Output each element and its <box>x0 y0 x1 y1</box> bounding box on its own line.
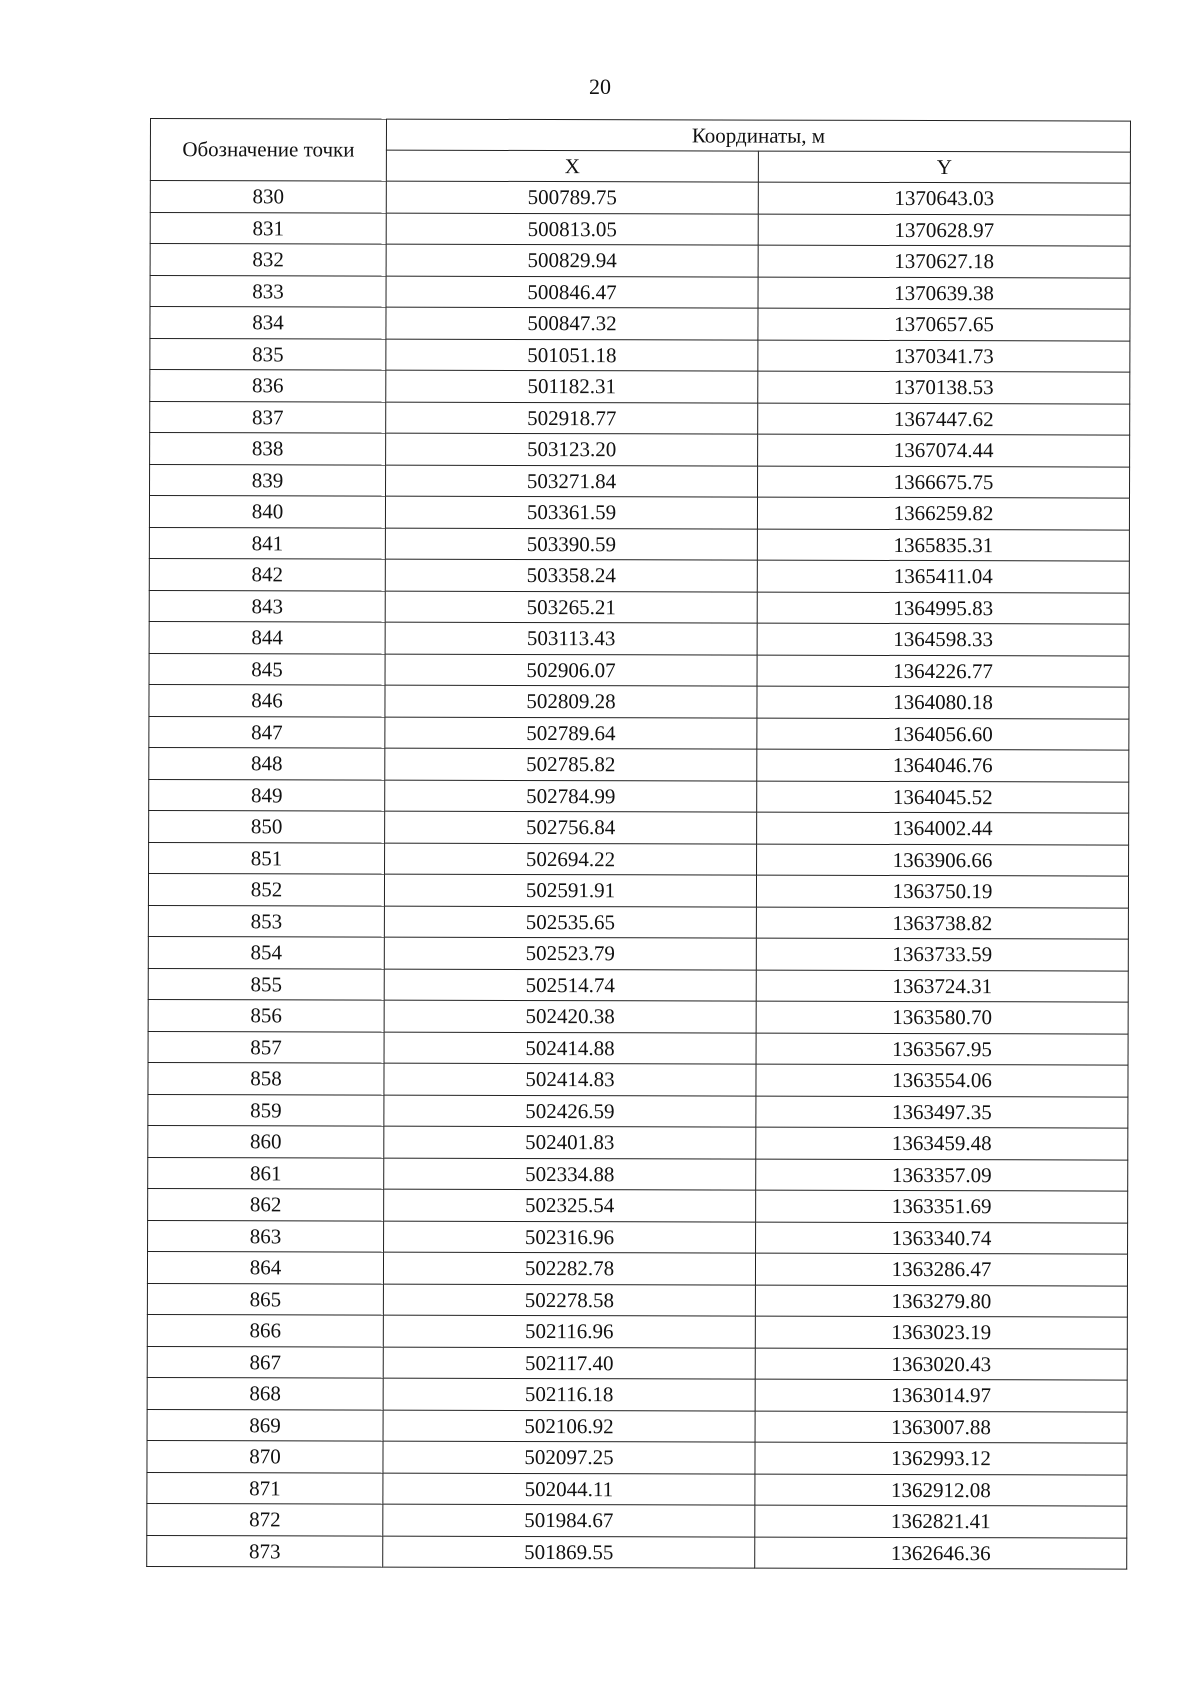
table-row <box>150 275 1130 309</box>
x-coordinate-cell: 501869.55 <box>383 1536 755 1568</box>
x-coordinate-cell: 502535.65 <box>384 906 756 938</box>
x-coordinate-cell: 502316.96 <box>384 1221 756 1253</box>
table-row <box>148 1125 1128 1159</box>
point-id-cell: 856 <box>148 999 384 1031</box>
point-column-header: Обозначение точки <box>150 119 386 182</box>
x-coordinate-cell: 501051.18 <box>386 339 758 371</box>
table-row <box>148 999 1128 1033</box>
point-id-cell: 862 <box>148 1188 384 1220</box>
table-row <box>147 1440 1127 1474</box>
x-coordinate-cell: 503358.24 <box>385 559 757 591</box>
y-coordinate-cell: 1362821.41 <box>755 1505 1127 1537</box>
point-id-cell: 841 <box>149 527 385 559</box>
table-row <box>149 527 1129 561</box>
y-coordinate-cell: 1366259.82 <box>757 497 1129 529</box>
y-coordinate-cell: 1363020.43 <box>755 1348 1127 1380</box>
y-column-header: Y <box>758 151 1130 183</box>
x-coordinate-cell: 500829.94 <box>386 244 758 276</box>
coordinates-header: Координаты, м <box>386 119 1130 152</box>
x-coordinate-cell: 502414.83 <box>384 1063 756 1095</box>
point-id-cell: 830 <box>150 181 386 213</box>
x-coordinate-cell: 502756.84 <box>385 811 757 843</box>
x-coordinate-cell: 502523.79 <box>384 937 756 969</box>
table-row <box>148 905 1128 939</box>
table-row <box>148 1031 1128 1065</box>
x-coordinate-cell: 502789.64 <box>385 717 757 749</box>
point-id-cell: 858 <box>148 1062 384 1094</box>
x-coordinate-cell: 503271.84 <box>386 465 758 497</box>
point-id-cell: 859 <box>148 1094 384 1126</box>
point-id-cell: 847 <box>149 716 385 748</box>
y-coordinate-cell: 1370627.18 <box>758 245 1130 277</box>
point-id-cell: 870 <box>147 1440 383 1472</box>
table-row <box>150 181 1130 215</box>
point-id-cell: 863 <box>148 1220 384 1252</box>
table-row <box>148 1157 1128 1191</box>
x-coordinate-cell: 502044.11 <box>383 1473 755 1505</box>
y-coordinate-cell: 1363750.19 <box>756 875 1128 907</box>
point-id-cell: 835 <box>150 338 386 370</box>
point-id-cell: 838 <box>150 433 386 465</box>
table-row <box>147 1503 1127 1537</box>
table-row <box>147 1409 1127 1443</box>
x-coordinate-cell: 503265.21 <box>385 591 757 623</box>
y-coordinate-cell: 1364226.77 <box>757 655 1129 687</box>
point-id-cell: 851 <box>149 842 385 874</box>
table-row <box>149 779 1129 813</box>
point-id-cell: 860 <box>148 1125 384 1157</box>
table-row <box>148 1220 1128 1254</box>
table-row <box>149 590 1129 624</box>
x-coordinate-cell: 502401.83 <box>384 1126 756 1158</box>
table-row <box>148 1062 1128 1096</box>
y-coordinate-cell: 1363459.48 <box>756 1127 1128 1159</box>
y-coordinate-cell: 1363286.47 <box>755 1253 1127 1285</box>
y-coordinate-cell: 1363733.59 <box>756 938 1128 970</box>
point-id-cell: 867 <box>147 1346 383 1378</box>
point-id-cell: 868 <box>147 1377 383 1409</box>
x-coordinate-cell: 502785.82 <box>385 748 757 780</box>
y-coordinate-cell: 1367447.62 <box>758 403 1130 435</box>
point-id-cell: 866 <box>147 1314 383 1346</box>
table-row <box>150 433 1130 467</box>
y-coordinate-cell: 1366675.75 <box>758 466 1130 498</box>
point-id-cell: 869 <box>147 1409 383 1441</box>
x-coordinate-cell: 500846.47 <box>386 276 758 308</box>
table-header <box>150 119 1130 184</box>
point-id-cell: 855 <box>148 968 384 1000</box>
table-row <box>147 1283 1127 1317</box>
table-row <box>150 212 1130 246</box>
table-row <box>149 496 1129 530</box>
y-coordinate-cell: 1364046.76 <box>757 749 1129 781</box>
table-row <box>147 1377 1127 1411</box>
table-row <box>150 370 1130 404</box>
point-id-cell: 864 <box>147 1251 383 1283</box>
table-row <box>149 810 1129 844</box>
table-row <box>150 244 1130 278</box>
point-id-cell: 852 <box>148 873 384 905</box>
table-row <box>148 968 1128 1002</box>
x-coordinate-cell: 502116.96 <box>383 1315 755 1347</box>
y-coordinate-cell: 1370657.65 <box>758 308 1130 340</box>
point-id-cell: 873 <box>147 1535 383 1567</box>
x-coordinate-cell: 502918.77 <box>386 402 758 434</box>
y-coordinate-cell: 1365835.31 <box>757 529 1129 561</box>
x-coordinate-cell: 501182.31 <box>386 370 758 402</box>
point-id-cell: 840 <box>149 496 385 528</box>
y-coordinate-cell: 1370628.97 <box>758 214 1130 246</box>
point-id-cell: 857 <box>148 1031 384 1063</box>
table-row <box>149 653 1129 687</box>
x-coordinate-cell: 502097.25 <box>383 1441 755 1473</box>
y-coordinate-cell: 1364056.60 <box>757 718 1129 750</box>
x-coordinate-cell: 501984.67 <box>383 1504 755 1536</box>
point-id-cell: 831 <box>150 212 386 244</box>
x-coordinate-cell: 502426.59 <box>384 1095 756 1127</box>
x-coordinate-cell: 502116.18 <box>383 1378 755 1410</box>
point-id-cell: 832 <box>150 244 386 276</box>
x-coordinate-cell: 503361.59 <box>385 496 757 528</box>
table-row <box>149 716 1129 750</box>
y-coordinate-cell: 1363023.19 <box>755 1316 1127 1348</box>
y-coordinate-cell: 1362993.12 <box>755 1442 1127 1474</box>
table-row <box>150 401 1130 435</box>
table-row <box>150 464 1130 498</box>
table-row <box>148 873 1128 907</box>
y-coordinate-cell: 1363357.09 <box>756 1159 1128 1191</box>
y-coordinate-cell: 1363340.74 <box>756 1222 1128 1254</box>
table-row <box>147 1251 1127 1285</box>
table-row <box>150 338 1130 372</box>
point-id-cell: 848 <box>149 747 385 779</box>
y-coordinate-cell: 1370639.38 <box>758 277 1130 309</box>
x-coordinate-cell: 502591.91 <box>384 874 756 906</box>
x-coordinate-cell: 502694.22 <box>385 843 757 875</box>
point-id-cell: 843 <box>149 590 385 622</box>
y-coordinate-cell: 1363279.80 <box>755 1285 1127 1317</box>
x-coordinate-cell: 503113.43 <box>385 622 757 654</box>
y-coordinate-cell: 1363906.66 <box>757 844 1129 876</box>
x-coordinate-cell: 502420.38 <box>384 1000 756 1032</box>
y-coordinate-cell: 1367074.44 <box>758 434 1130 466</box>
table-row <box>147 1535 1127 1569</box>
y-coordinate-cell: 1363554.06 <box>756 1064 1128 1096</box>
point-id-cell: 834 <box>150 307 386 339</box>
x-coordinate-cell: 502117.40 <box>383 1347 755 1379</box>
x-coordinate-cell: 500789.75 <box>386 181 758 213</box>
y-coordinate-cell: 1363351.69 <box>756 1190 1128 1222</box>
x-coordinate-cell: 502334.88 <box>384 1158 756 1190</box>
y-coordinate-cell: 1370341.73 <box>758 340 1130 372</box>
point-id-cell: 837 <box>150 401 386 433</box>
x-coordinate-cell: 502106.92 <box>383 1410 755 1442</box>
x-coordinate-cell: 502414.88 <box>384 1032 756 1064</box>
y-coordinate-cell: 1363007.88 <box>755 1411 1127 1443</box>
x-coordinate-cell: 502282.78 <box>383 1252 755 1284</box>
y-coordinate-cell: 1364598.33 <box>757 623 1129 655</box>
point-id-cell: 836 <box>150 370 386 402</box>
point-id-cell: 833 <box>150 275 386 307</box>
table-row <box>147 1472 1127 1506</box>
y-coordinate-cell: 1363497.35 <box>756 1096 1128 1128</box>
point-id-cell: 844 <box>149 621 385 653</box>
y-coordinate-cell: 1364045.52 <box>757 781 1129 813</box>
y-coordinate-cell: 1362646.36 <box>755 1537 1127 1569</box>
table-row <box>149 621 1129 655</box>
x-coordinate-cell: 503123.20 <box>386 433 758 465</box>
x-coordinate-cell: 503390.59 <box>385 528 757 560</box>
point-id-cell: 839 <box>150 464 386 496</box>
x-coordinate-cell: 502784.99 <box>385 780 757 812</box>
y-coordinate-cell: 1364002.44 <box>757 812 1129 844</box>
y-coordinate-cell: 1363738.82 <box>756 907 1128 939</box>
point-id-cell: 850 <box>149 810 385 842</box>
x-column-header: X <box>386 150 758 182</box>
point-id-cell: 846 <box>149 684 385 716</box>
point-id-cell: 861 <box>148 1157 384 1189</box>
table-row <box>148 936 1128 970</box>
y-coordinate-cell: 1362912.08 <box>755 1474 1127 1506</box>
table-row <box>149 684 1129 718</box>
x-coordinate-cell: 502325.54 <box>384 1189 756 1221</box>
y-coordinate-cell: 1363580.70 <box>756 1001 1128 1033</box>
point-id-cell: 853 <box>148 905 384 937</box>
table-row <box>148 1094 1128 1128</box>
y-coordinate-cell: 1365411.04 <box>757 560 1129 592</box>
point-id-cell: 865 <box>147 1283 383 1315</box>
y-coordinate-cell: 1363567.95 <box>756 1033 1128 1065</box>
table-body <box>147 181 1131 1570</box>
y-coordinate-cell: 1370643.03 <box>758 182 1130 214</box>
table-row <box>149 747 1129 781</box>
table-row <box>148 1188 1128 1222</box>
x-coordinate-cell: 500813.05 <box>386 213 758 245</box>
y-coordinate-cell: 1364995.83 <box>757 592 1129 624</box>
x-coordinate-cell: 500847.32 <box>386 307 758 339</box>
y-coordinate-cell: 1363014.97 <box>755 1379 1127 1411</box>
point-id-cell: 845 <box>149 653 385 685</box>
x-coordinate-cell: 502278.58 <box>383 1284 755 1316</box>
coordinates-table <box>146 118 1131 1570</box>
point-id-cell: 871 <box>147 1472 383 1504</box>
x-coordinate-cell: 502514.74 <box>384 969 756 1001</box>
point-id-cell: 842 <box>149 558 385 590</box>
table-row <box>150 307 1130 341</box>
table-row <box>149 558 1129 592</box>
x-coordinate-cell: 502809.28 <box>385 685 757 717</box>
table-row <box>149 842 1129 876</box>
table-row <box>147 1346 1127 1380</box>
point-id-cell: 849 <box>149 779 385 811</box>
x-coordinate-cell: 502906.07 <box>385 654 757 686</box>
y-coordinate-cell: 1364080.18 <box>757 686 1129 718</box>
y-coordinate-cell: 1363724.31 <box>756 970 1128 1002</box>
point-id-cell: 854 <box>148 936 384 968</box>
page-number: 20 <box>589 74 611 99</box>
table-row <box>147 1314 1127 1348</box>
point-id-cell: 872 <box>147 1503 383 1535</box>
y-coordinate-cell: 1370138.53 <box>758 371 1130 403</box>
